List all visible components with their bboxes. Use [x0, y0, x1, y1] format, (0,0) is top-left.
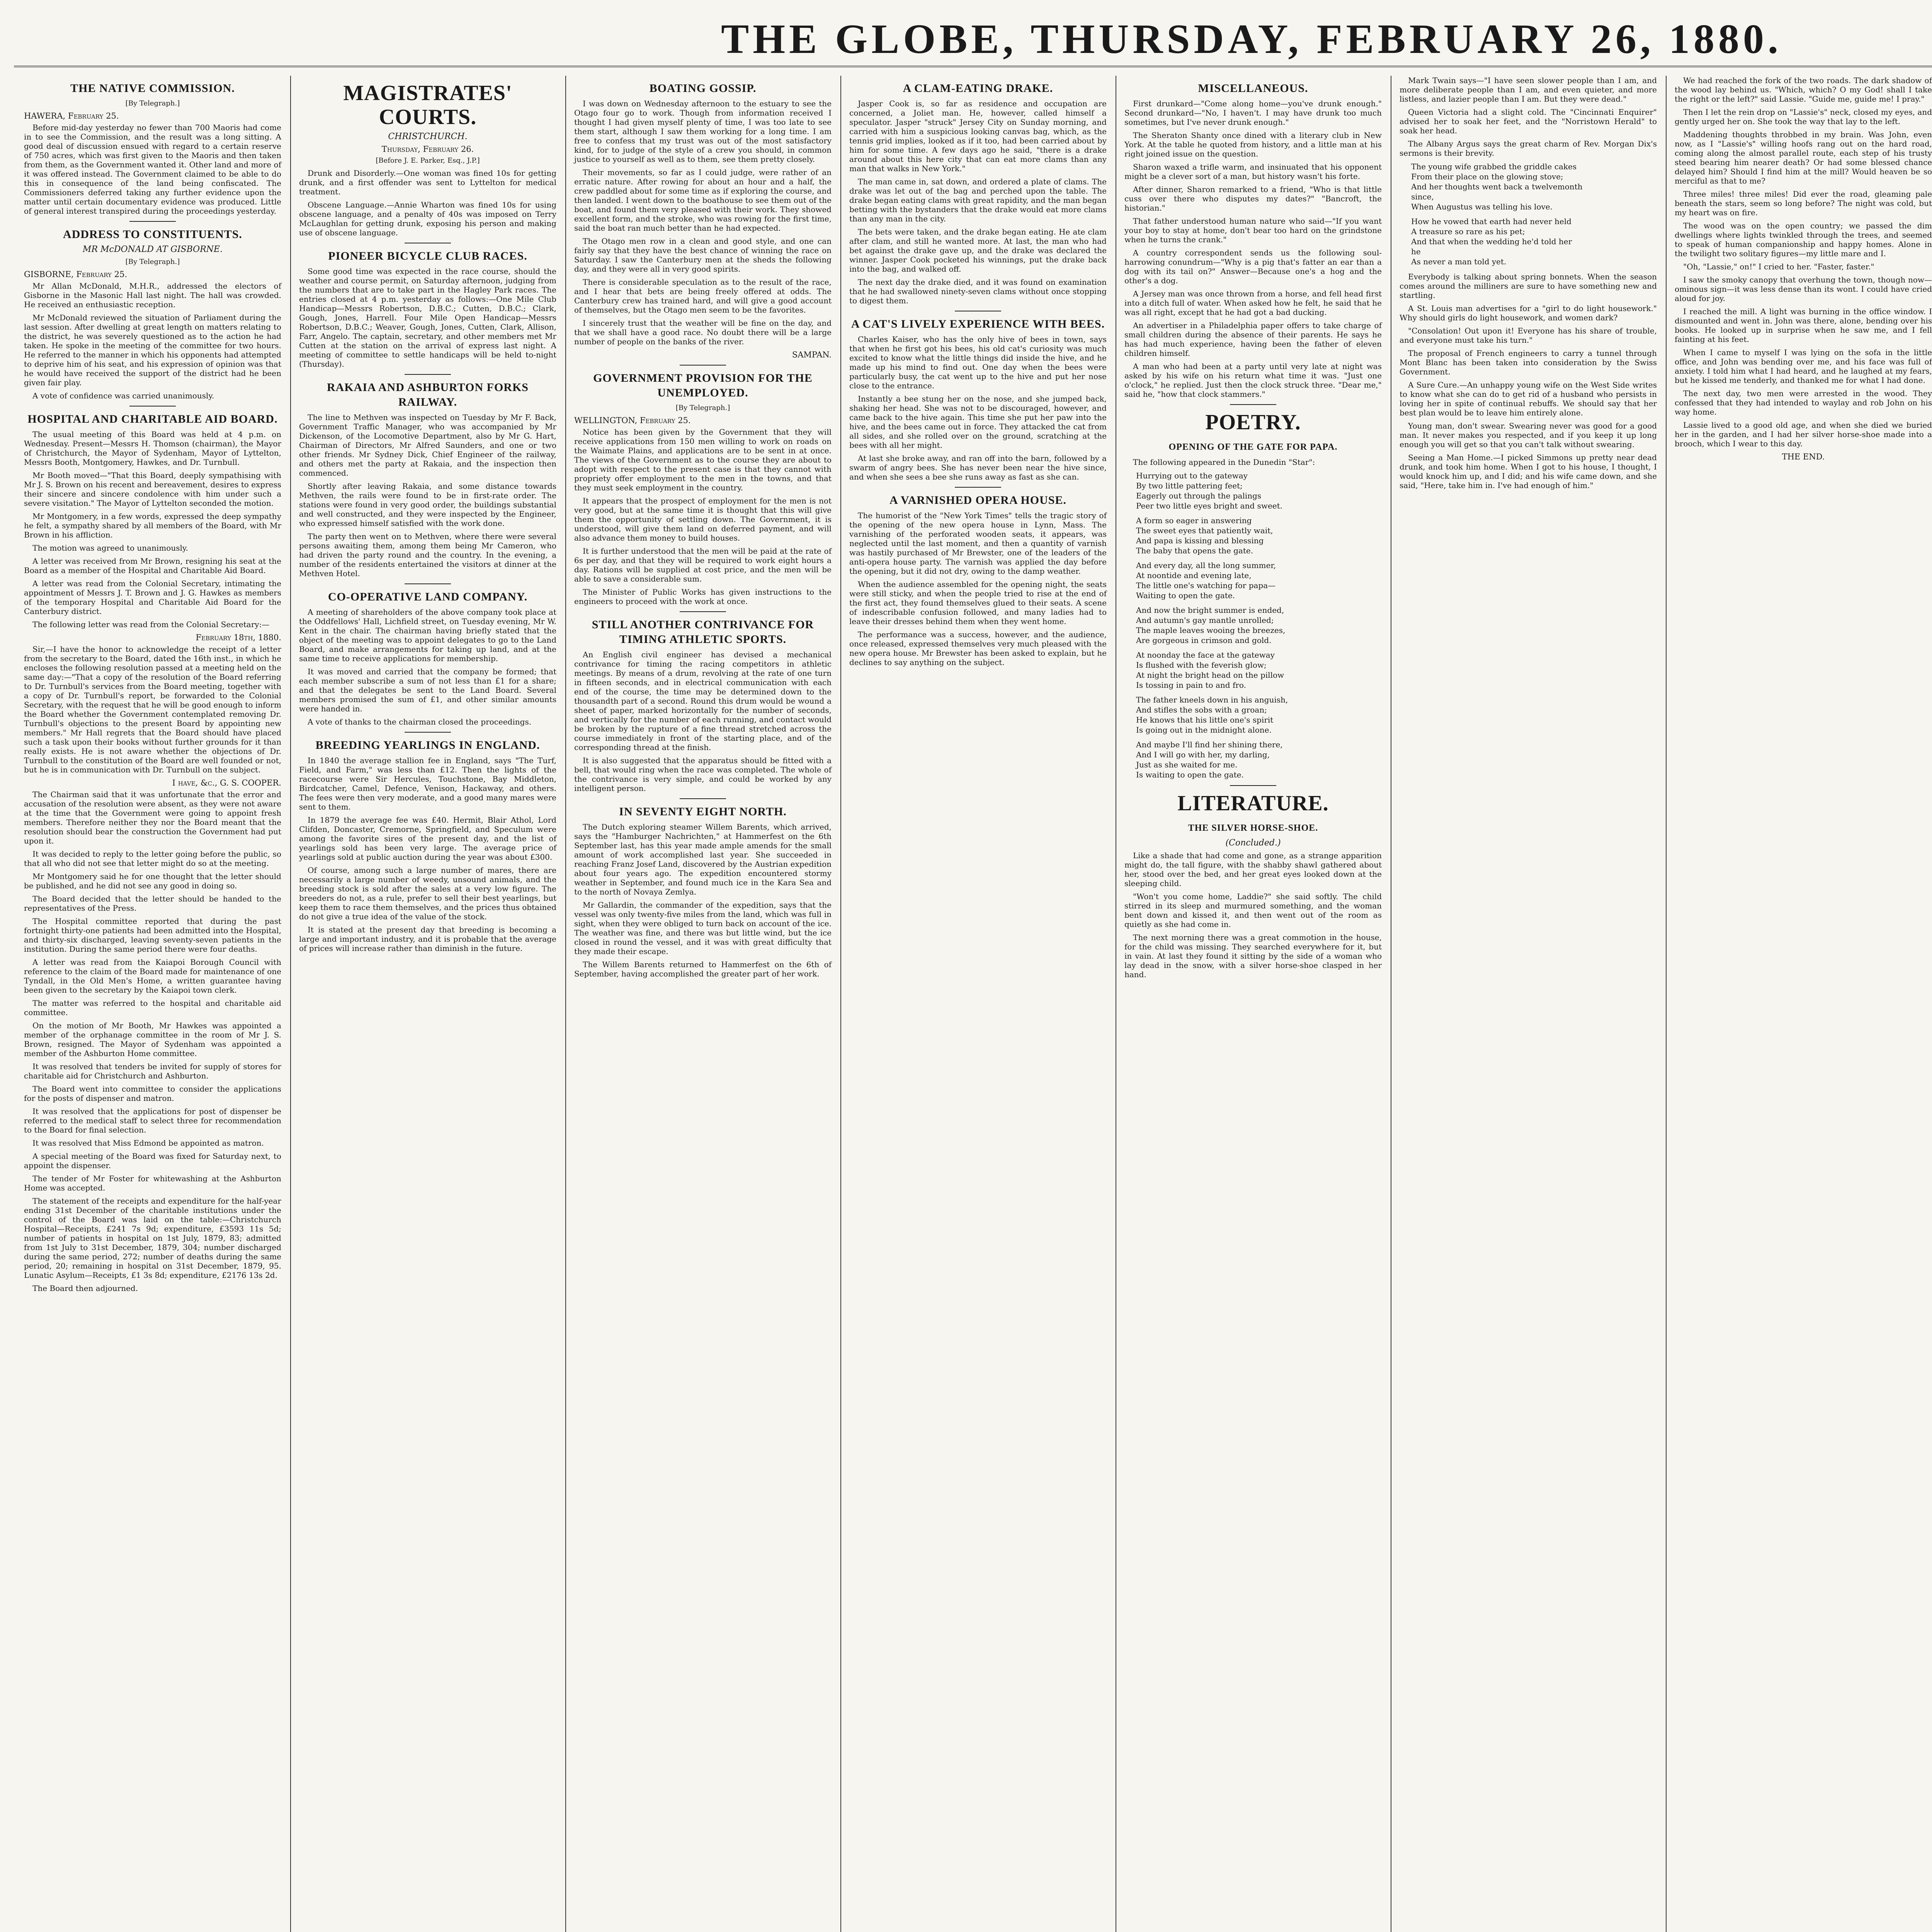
article-paragraph: The next morning there was a great commotion in the house, for the child was missing. They searched everywhere for it, but in vain. At last they found it sitting by the side of a woman who lay dead in the snow, with a silver horse-shoe clasped in her hand.: [1124, 933, 1382, 979]
article-paragraph: Charles Kaiser, who has the only hive of bees in town, says that when he first got his bees, his old cat's curiosity was much excited to know what the little things did inside the hive, and he made up his mind to find out. One day when the bees were particularly busy, the cat went up to the hive and put her nose close to the entrance.: [849, 335, 1107, 390]
article-paragraph: That father understood human nature who said—"If you want your boy to stay at home, don't bear too hard on the grindstone when he turns the crank.": [1124, 216, 1382, 244]
article-paragraph: A country correspondent sends us the following soul-harrowing conundrum—"Why is a pig that's fatter an ear than a dog with its tail on?" Answer—Because one's a hog and the other's a dog.: [1124, 248, 1382, 285]
article-heading: A VARNISHED OPERA HOUSE.: [889, 494, 1066, 507]
article-paragraph: The bets were taken, and the drake began eating. He ate clam after clam, and still he wanted more. At last, the man who had bet against the drake gave up, and the drake was declared the winner. Jasper Cook pocketed his winnings, put the drake back into the bag, and walked off.: [849, 227, 1107, 274]
poem-line: And autumn's gay mantle unrolled;: [1136, 616, 1274, 625]
poem-line: Just as she waited for me.: [1136, 760, 1238, 769]
article-paragraph: The Dutch exploring steamer Willem Barents, which arrived, says the "Hamburger Nachrichten," at Hammerfest on the 6th September last, has this year made ample amends for the small amount of work accomplished last year. She succeeded in reaching Franz Josef Land, discovered by the Austrian expedition about four years ago. The expedition encountered stormy weather in September, and found much ice in the Kara Sea and to the north of Novaya Zemlya.: [574, 822, 832, 896]
poem-line: And now the bright summer is ended,: [1136, 605, 1284, 615]
byline: [By Telegraph.]: [125, 99, 180, 107]
article-paragraph: A Sure Cure.—An unhappy young wife on the West Side writes to know what she can do to get rid of a husband who persists in loving her in spite of continual rebuffs. We should say that her best plan would be to leave him entirely alone.: [1400, 380, 1657, 417]
article-heading: A CAT'S LIVELY EXPERIENCE WITH BEES.: [851, 318, 1105, 330]
article-paragraph: The Albany Argus says the great charm of Rev. Morgan Dix's sermons is their brevity.: [1400, 139, 1657, 158]
poem-line: And stifles the sobs with a groan;: [1136, 705, 1267, 714]
dateline: GISBORNE, February 25.: [24, 270, 128, 279]
article-heading: RAKAIA AND ASHBURTON FORKS RAILWAY.: [327, 381, 529, 408]
signoff: THE END.: [1782, 452, 1825, 461]
article-paragraph: It appears that the prospect of employment for the men is not very good, but at the same time it is thought that this will give them the opportunity of settling down. The Government, it is understood, will give them land on deferred payment, and will also advance them money to build houses.: [574, 496, 832, 543]
column-2: [294, 76, 562, 1932]
article-paragraph: First drunkard—"Come along home—you've drunk enough." Second drunkard—"No, I haven't. I may have drunk too much sometimes, but I've never drunk enough.": [1124, 99, 1382, 127]
article-paragraph: The Board then adjourned.: [32, 1284, 138, 1293]
article-paragraph: The next day the drake died, and it was found on examination that he had swallowed ninety-seven clams without once stopping to digest them.: [849, 277, 1107, 305]
article-paragraph: The Otago men row in a clean and good style, and one can fairly say that they have the best chance of winning the race on Saturday. I saw the Canterbury men at the sheds the following day, and they were all in very good spirits.: [574, 236, 832, 274]
article-paragraph: Queen Victoria had a slight cold. The "Cincinnati Enquirer" advised her to soak her feet, and the "Norristown Herald" to soak her head.: [1400, 107, 1657, 135]
article-heading: MAGISTRATES' COURTS.: [343, 81, 512, 129]
masthead: [14, 12, 1932, 67]
article-paragraph: I saw the smoky canopy that overhung the town, though now—ominous sign—it was less dense than its wont. I could have cried aloud for joy.: [1675, 275, 1932, 303]
article-paragraph: Before mid-day yesterday no fewer than 700 Maoris had come in to see the Commission, and the result was a long sitting. A good deal of discussion ensued with regard to a certain reserve of 750 acres, which was first given to the Maoris and then taken from them, as the Government wanted it. Other land and more of it was offered instead. The Government claimed to be able to do this in consequence of the land being confiscated. The Commissioners deferred taking any further evidence upon the matter until certain documentary evidence was produced. Little of general interest transpired during the proceedings yesterday.: [24, 123, 281, 216]
article-paragraph: It is also suggested that the apparatus should be fitted with a bell, that would ring when the race was completed. The whole of the contrivance is very simple, and could be worked by any intelligent person.: [574, 756, 832, 793]
article-paragraph: It was resolved that Miss Edmond be appointed as matron.: [32, 1138, 264, 1148]
article-paragraph: The usual meeting of this Board was held at 4 p.m. on Wednesday. Present—Messrs H. Thomson (chairman), the Mayor of Christchurch, the Mayor of Sydenham, Mayor of Lyttelton, Messrs Booth, Montgomery, Hawkes, and Dr. Turnbull.: [24, 430, 281, 467]
article-paragraph: The humorist of the "New York Times" tells the tragic story of the opening of the new opera house in Lynn, Mass. The varnishing of the perforated wooden seats, it appears, was neglected until the last moment, and then a quantity of varnish was hastily purchased of Mr Brewster, one of the leaders of the anti-opera house party. The varnish was applied the day before the opening, but it did not dry, owing to the damp weather.: [849, 511, 1107, 576]
poem-line: A form so eager in answering: [1136, 516, 1252, 525]
article-paragraph: A Jersey man was once thrown from a horse, and fell head first into a ditch full of water. When asked how he felt, he said that he was all right, except that he had got a bad ducking.: [1124, 289, 1382, 317]
column-rule: [565, 76, 566, 1932]
poem-line: Waiting to open the gate.: [1136, 591, 1235, 600]
article-paragraph: A St. Louis man advertises for a "girl to do light housework." Why should girls do light housework, and women dark?: [1400, 304, 1657, 322]
article-paragraph: Everybody is talking about spring bonnets. When the season comes around the milliners are sure to have something new and startling.: [1400, 272, 1657, 300]
article-paragraph: After dinner, Sharon remarked to a friend, "Who is that little cuss over there who disputes my dates?" "Bancroft, the historian.": [1124, 185, 1382, 213]
article-paragraph: Mr Gallardin, the commander of the expedition, says that the vessel was only twenty-five miles from the land, which was full in sight, when they were obliged to turn back on account of the ice. The weather was fine, and there was but little wind, but the ice closed in round the vessel, and it was with great difficulty that they made their escape.: [574, 900, 832, 956]
column-5: [1119, 76, 1387, 1932]
article-paragraph: The proposal of French engineers to carry a tunnel through Mont Blanc has been taken into consideration by the Swiss Government.: [1400, 349, 1657, 376]
stanza-break: [1136, 556, 1382, 560]
poem-line: since,: [1411, 192, 1434, 201]
divider: [129, 221, 176, 222]
poem-line: Is flushed with the feverish glow;: [1136, 660, 1267, 670]
article-paragraph: Mr Montgomery said he for one thought that the letter should be published, and he did not see any good in doing so.: [24, 872, 281, 890]
article-paragraph: Mr McDonald reviewed the situation of Parliament during the last session. After dwelling at great length on matters relating to the district, he was severely questioned as to the action he had taken. He spoke in the meeting of the committee for two hours. He referred to the manner in which his opponents had attempted to deprive him of his seat, and his expression of opinion was that he would have received the support of the district had he been given fair play.: [24, 313, 281, 387]
article-heading: IN SEVENTY EIGHT NORTH.: [619, 805, 787, 818]
poem-line: At noonday the face at the gateway: [1136, 650, 1275, 660]
article-paragraph: Mr Booth moved—"That this Board, deeply sympathising with Mr J. S. Brown on his recent and bereavement, desires to express their sincere and sincere condolence with him under such a severe visitation." The Mayor of Lyttelton seconded the motion.: [24, 471, 281, 508]
poem-line: Eagerly out through the palings: [1136, 491, 1262, 500]
article-paragraph: In 1879 the average fee was £40. Hermit, Blair Athol, Lord Clifden, Doncaster, Cremorne, Springfield, and Speculum were among the favorite sires of the present day, and the list of yearlings sold has been very large. The average price of yearlings sold at public auction during the year was about £300.: [299, 815, 556, 862]
poem-line: And I will go with her, my darling,: [1136, 750, 1270, 759]
dateline: HAWERA, February 25.: [24, 111, 119, 121]
article-paragraph: The Minister of Public Works has given instructions to the engineers to proceed with the work at once.: [574, 587, 832, 606]
column-6: [1394, 76, 1662, 1932]
poem-line: From their place on the glowing stove;: [1411, 172, 1563, 181]
article-paragraph: The next day, two men were arrested in the wood. They confessed that they had intended to waylay and rob John on his way home.: [1675, 389, 1932, 417]
poem-line: The sweet eyes that patiently wait,: [1136, 526, 1273, 535]
article-paragraph: I sincerely trust that the weather will be fine on the day, and that we shall have a good race. No doubt there will be a large number of people on the banks of the river.: [574, 318, 832, 346]
article-heading: BREEDING YEARLINGS IN ENGLAND.: [315, 739, 540, 752]
poem-line: When Augustus was telling his love.: [1411, 202, 1553, 211]
article-paragraph: I was down on Wednesday afternoon to the estuary to see the Otago four go to work. Though from information received I thought I had given myself plenty of time, I was too late to see them start, although I saw them working for a long time. I am free to confess that my trust was out of the most satisfactory kind, for to judge of the style of a crew you should, in common justice to yourself as well as to them, see them pretty closely.: [574, 99, 832, 164]
article-paragraph: The Board decided that the letter should be handed to the representatives of the Press.: [24, 894, 281, 913]
article-paragraph: Mr Montgomery, in a few words, expressed the deep sympathy he felt, a sympathy shared by all members of the Board, with Mr Brown in his affliction.: [24, 512, 281, 539]
article-paragraph: An English civil engineer has devised a mechanical contrivance for timing the racing competitors in athletic meetings. By means of a drum, revolving at the rate of one turn in fifteen seconds, and in electrical communication with each end of the course, the time may be determined down to the thousandth part of a second. Round this drum would be wound a sheet of paper, marked horizontally for the number of seconds, and vertically for the number of each running, and contact would be broken by the rupture of a fine thread stretched across the course immediately in front of the starting place, and of the corresponding thread at the finish.: [574, 650, 832, 752]
article-paragraph: Maddening thoughts throbbed in my brain. Was John, even now, as I "Lassie's" willing hoofs rang out on the hard road, coming along the almost parallel route, each step of his trusty steed bearing him nearer death? Or had some blessed chance delayed him? Should I find him at the mill? Would heaven be so merciful as that to me?: [1675, 130, 1932, 185]
poem-line: At noontide and evening late,: [1136, 571, 1252, 580]
poem-line: Is waiting to open the gate.: [1136, 770, 1244, 779]
article-paragraph: A letter was read from the Kaiapoi Borough Council with reference to the claim of the Board made for maintenance of one Tyndall, in the Old Men's Home, a written guarantee having been given to the secretary by the Kaiapoi town clerk.: [24, 957, 281, 995]
article-paragraph: "Consolation! Out upon it! Everyone has his share of trouble, and everyone must take his turn.": [1400, 326, 1657, 345]
article-paragraph: At last she broke away, and ran off into the barn, followed by a swarm of angry bees. She has never been near the hive since, and when she sees a bee she runs away as fast as she can.: [849, 454, 1107, 481]
article-paragraph: The performance was a success, however, and the audience, once released, expressed themselves very much pleased with the new opera house. Mr Brewster has been asked to explain, but he declines to say anything on the subject.: [849, 630, 1107, 667]
dateline: Thursday, February 26.: [381, 145, 474, 154]
poem-title: OPENING OF THE GATE FOR PAPA.: [1168, 442, 1338, 452]
article-paragraph: In 1840 the average stallion fee in England, says "The Turf, Field, and Farm," was less than £12. Then the lights of the racecourse were Sir Hercules, Touchstone, Bay Middleton, Birdcatcher, Camel, Defence, Venison, Hackaway, and others. The fees were then very moderate, and a good many mares were sent to them.: [299, 756, 556, 811]
poem-line: And that when the wedding he'd told her: [1411, 237, 1572, 246]
poem-line: And her thoughts went back a twelvemonth: [1411, 182, 1583, 191]
divider: [405, 732, 451, 733]
column-3: [569, 76, 837, 1932]
article-paragraph: The man came in, sat down, and ordered a plate of clams. The drake was let out of the bag and perched upon the table. The drake began eating clams with great rapidity, and the man began betting with the bystanders that the drake would eat more clams than any man in the city.: [849, 177, 1107, 223]
story-title: THE SILVER HORSE-SHOE.: [1188, 823, 1318, 833]
byline: [By Telegraph.]: [125, 258, 180, 266]
signoff: SAMPAN.: [792, 350, 832, 359]
article-paragraph: Some good time was expected in the race course, should the weather and course permit, on Saturday afternoon, judging from the numbers that are to take part in the Hagley Park races. The entries closed at 4 p.m. yesterday as follows:—One Mile Club Handicap—Messrs Robertson, D.B.C.; Cutten, D.B.C.; Clark, Gough, Jones, Harrell. Four Mile Open Handicap—Messrs Robertson, D.B.C.; Weaver, Gough, Jones, Cutten, Clark, Allison, Farr, Angelo. The captain, secretary, and other members met Mr Cutten at the station on the arrival of express last night. A meeting of committee to settle handicaps will be held to-night (Thursday).: [299, 267, 556, 369]
article-paragraph: Obscene Language.—Annie Wharton was fined 10s for using obscene language, and a penalty of 40s was imposed on Terry McLaughlan for getting drunk, exposing his person and making use of obscene language.: [299, 200, 556, 237]
article-paragraph: An advertiser in a Philadelphia paper offers to take charge of small children during the absence of their parents. He says he has had much experience, having been the father of eleven children himself.: [1124, 321, 1382, 358]
article-paragraph: "Won't you come home, Laddie?" she said softly. The child stirred in its sleep and murmured something, and the woman bent down and kissed it, and then went out of the room as quietly as she had come in.: [1124, 892, 1382, 929]
divider: [955, 487, 1001, 488]
article-paragraph: It was decided to reply to the letter going before the public, so that all who did not see that letter might do so at the meeting.: [24, 849, 281, 868]
article-paragraph: Sir,—I have the honor to acknowledge the receipt of a letter from the secretary to the Board, dated the 16th inst., in which he encloses the following resolution passed at a meeting held on the same day:—"That a copy of the resolution of the Board referring to Dr. Turnbull's services from the Board meeting, together with a copy of Dr. Turnbull's report, be forwarded to the Colonial Secretary, with the request that he will be good enough to inform the Board whether the Government contemplated removing Dr. Turnbull's objections to the present Board by appointing new members." Mr Hall regrets that the Board should have placed such a task upon their books without further grounds for it than really exists. He is not aware whether the objections of Dr. Turnbull to the constitution of the Board are well founded or not, but he is in communication with Dr. Turnbull on the subject.: [24, 645, 281, 774]
subheading: MR McDONALD AT GISBORNE.: [82, 245, 223, 254]
article-paragraph: It was resolved that tenders be invited for supply of stores for charitable aid for Christchurch and Ashburton.: [24, 1062, 281, 1080]
poem-line: The maple leaves wooing the breezes,: [1136, 626, 1286, 635]
article-heading: MISCELLANEOUS.: [1198, 82, 1308, 95]
dateline: WELLINGTON, February 25.: [574, 416, 691, 425]
article-paragraph: We had reached the fork of the two roads. The dark shadow of the wood lay behind us. "Which, which? O my God! shall I take the right or the left?" said Lassie. "Guide me, guide me! I pray.": [1675, 76, 1932, 104]
article-paragraph: There is considerable speculation as to the result of the race, and I hear that bets are being freely offered at odds. The Canterbury crew has trained hard, and will give a good account of themselves, but the Otago men seem to be the favorites.: [574, 277, 832, 315]
article-paragraph: A letter was received from Mr Brown, resigning his seat at the Board as a member of the Hospital and Charitable Aid Board.: [24, 556, 281, 575]
column-1: [19, 76, 287, 1932]
poem-line: A treasure so rare as his pet;: [1411, 227, 1525, 236]
article-paragraph: Mark Twain says—"I have seen slower people than I am, and more deliberate people than I am, and even quieter, and more listless, and lazier people than I am. But they were dead.": [1400, 76, 1657, 104]
column-7: [1669, 76, 1932, 1932]
poem-line: As never a man told yet.: [1411, 257, 1507, 266]
poem: [1124, 471, 1382, 780]
article-paragraph: It was resolved that the applications for post of dispenser be referred to the medical staff to select three for recommendation to the Board for final selection.: [24, 1107, 281, 1134]
article-heading: A CLAM-EATING DRAKE.: [903, 82, 1053, 95]
stanza-break: [1136, 645, 1382, 650]
article-paragraph: A vote of thanks to the chairman closed the proceedings.: [308, 717, 532, 726]
article-paragraph: The statement of the receipts and expenditure for the half-year ending 31st December of the charitable institutions under the control of the Board was laid on the table:—Christchurch Hospital—Receipts, £241 7s 9d; expenditure, £3593 11s 5d; number of patients in hospital on 1st July, 1879, 83; admitted from 1st July to 31st December, 1879, 304; number discharged during the same period, 272; number of deaths during the same period, 20; remaining in hospital on 31st December, 1879, 95. Lunatic Asylum—Receipts, £1 3s 8d; expenditure, £2176 13s 2d.: [24, 1196, 281, 1280]
article-paragraph: Jasper Cook is, so far as residence and occupation are concerned, a Joliet man. He, however, called himself a speculator. Jasper "struck" Jersey City on Sunday morning, and carried with him a suspicious looking canvas bag, which, as the tennis grid implies, looked as if it too, had been carried about by him for some time. A few days ago he said, "there is a drake around about this here city that can eat more clams than any man that walks in New York.": [849, 99, 1107, 173]
article-paragraph: A vote of confidence was carried unanimously.: [32, 391, 214, 400]
poem-line: The young wife grabbed the griddle cakes: [1411, 162, 1577, 171]
stanza-break: [1136, 690, 1382, 695]
article-paragraph: Instantly a bee stung her on the nose, and she jumped back, shaking her head. She was not to be discouraged, however, and came back to the hive again. This time she put her paw into the hive, and the bees came out in force. They attacked the cat from all sides, and she rolled over on the ground, scratching at the bees with all her might.: [849, 394, 1107, 450]
article-paragraph: A man who had been at a party until very late at night was asked by his wife on his return what time it was. "Just one o'clock," he replied. Just then the clock struck three. "Dear me," said he, "how that clock stammers.": [1124, 362, 1382, 399]
stanza-break: [1411, 212, 1657, 216]
article-heading: CO-OPERATIVE LAND COMPANY.: [328, 590, 528, 603]
column-4: [844, 76, 1112, 1932]
article-paragraph: Of course, among such a large number of mares, there are necessarily a large number of weedy, unsound animals, and the breeding stock is sold after the sales at a very low figure. The breeders do not, as a rule, prefer to sell their best yearlings, but keep them to race them themselves, and the prices thus obtained do not give a true idea of the value of the stock.: [299, 866, 556, 921]
section-heading: POETRY.: [1205, 410, 1301, 434]
article-paragraph: Three miles! three miles! Did ever the road, gleaming pale beneath the stars, seem so long before? The night was cold, but my heart was on fire.: [1675, 189, 1932, 217]
divider: [405, 374, 451, 375]
divider: [1230, 404, 1276, 405]
article-paragraph: I reached the mill. A light was burning in the office window. I dismounted and went in. John was there, alone, bending over his books. He looked up in surprise when he saw me, and I fell fainting at his feet.: [1675, 307, 1932, 344]
subheading: CHRISTCHURCH.: [388, 132, 468, 141]
divider: [680, 365, 726, 366]
column-rule: [840, 76, 841, 1932]
article-paragraph: Sharon waxed a trifle warm, and insinuated that his opponent might be a clever sort of a man, but history wasn't his forte.: [1124, 162, 1382, 181]
poem-line: Is tossing in pain to and fro.: [1136, 680, 1246, 690]
article-paragraph: It is further understood that the men will be paid at the rate of 6s per day, and that they will be required to work eight hours a day. Rations will be supplied at cost price, and the men will be able to save a considerable sum.: [574, 546, 832, 583]
article-paragraph: The matter was referred to the hospital and charitable aid committee.: [24, 998, 281, 1017]
letter-signoff: I have, &c., G. S. COOPER.: [172, 778, 281, 787]
poem-line: he: [1411, 247, 1421, 256]
article-heading: PIONEER BICYCLE CLUB RACES.: [328, 250, 527, 262]
poem-line: By two little pattering feet;: [1136, 481, 1243, 490]
masthead-title: THE GLOBE, THURSDAY, FEBRUARY 26, 1880.: [721, 16, 1782, 62]
article-paragraph: A meeting of shareholders of the above company took place at the Oddfellows' Hall, Lichfield street, on Tuesday evening, Mr W. Kent in the chair. The chairman having briefly stated that the object of the meeting was to appoint delegates to go to the Land Board, and make arrangements for taking up land, and at the same time to receive applications for membership.: [299, 607, 556, 663]
article-heading: ADDRESS TO CONSTITUENTS.: [63, 228, 242, 241]
article-paragraph: The party then went on to Methven, where there were several persons awaiting them, among them being Mr Cameron, who had driven the party round and the country. In the evening, a number of the residents entertained the visitors at dinner at the Methven Hotel.: [299, 532, 556, 578]
byline: [Before J. E. Parker, Esq., J.P.]: [376, 156, 480, 165]
article-paragraph: When I came to myself I was lying on the sofa in the little office, and John was bending over me, and his face was full of anxiety. I told him what I had heard, and he laughed at my fears, but he kissed me tenderly, and thanked me for what I had done.: [1675, 348, 1932, 385]
article-paragraph: It was moved and carried that the company be formed; that each member subscribe a sum of not less than £1 for a share; and that the delegates be sent to the Land Board. Several members promised the sum of £1, and other similar amounts were handed in.: [299, 667, 556, 713]
divider: [1230, 785, 1276, 786]
poem-line: Are gorgeous in crimson and gold.: [1136, 636, 1272, 645]
column-rule: [1666, 76, 1667, 1932]
article-paragraph: The Board went into committee to consider the applications for the posts of dispenser and matron.: [24, 1084, 281, 1103]
byline: [By Telegraph.]: [675, 404, 730, 412]
article-paragraph: Mr Allan McDonald, M.H.R., addressed the electors of Gisborne in the Masonic Hall last night. The hall was crowded. He received an enthusiastic reception.: [24, 281, 281, 309]
article-heading: HOSPITAL AND CHARITABLE AID BOARD.: [27, 413, 278, 425]
poem-intro: The following appeared in the Dunedin "Star":: [1133, 457, 1315, 467]
article-paragraph: Young man, don't swear. Swearing never was good for a good man. It never makes you respected, and if you keep it up long enough you will get so that you can't talk without swearing.: [1400, 421, 1657, 449]
stanza-break: [1136, 600, 1382, 605]
divider: [680, 611, 726, 612]
article-paragraph: The Chairman said that it was unfortunate that the error and accusation of the resolution were absent, as they were not aware at the time that the Government were going to appoint fresh members. Therefore neither they nor the Board meant that the resolution should bear the construction the Government had put upon it.: [24, 790, 281, 845]
poem-line: The baby that opens the gate.: [1136, 546, 1253, 555]
column-rule: [290, 76, 291, 1932]
article-paragraph: On the motion of Mr Booth, Mr Hawkes was appointed a member of the orphanage committee in the room of Mr J. S. Brown, resigned. The Mayor of Sydenham was appointed a member of the Ashburton Home committee.: [24, 1021, 281, 1058]
article-paragraph: The tender of Mr Foster for whitewashing at the Ashburton Home was accepted.: [24, 1174, 281, 1192]
article-paragraph: The motion was agreed to unanimously.: [32, 543, 188, 553]
poem-line: And papa is kissing and blessing: [1136, 536, 1264, 545]
poem-line: Is going out in the midnight alone.: [1136, 725, 1272, 735]
poem-line: And maybe I'll find her shining there,: [1136, 740, 1283, 749]
letter-date: February 18th, 1880.: [196, 633, 281, 642]
divider: [405, 583, 451, 584]
article-paragraph: The line to Methven was inspected on Tuesday by Mr F. Back, Government Traffic Manager, who was accompanied by Mr Dickenson, of the Locomotive Department, also by Mr G. Hart, Chairman of Directors, Mr Alfred Saunders, and one or two other friends. Mr Sydney Dick, Chief Engineer of the railway, and others met the party at Rakaia, and the inspection then commenced.: [299, 413, 556, 478]
article-paragraph: Seeing a Man Home.—I picked Simmons up pretty near dead drunk, and took him home. When I got to his house, I thought, I would knock him up, and I did; and his wife came down, and she said, "Here, take him in. I've had enough of him.": [1400, 453, 1657, 490]
poem: [1400, 162, 1657, 267]
article-paragraph: It is stated at the present day that breeding is becoming a large and important industry, and it is probable that the average of prices will increase rather than diminish in the future.: [299, 925, 556, 953]
article-heading: THE NATIVE COMMISSION.: [70, 82, 235, 95]
subheading: (Concluded.): [1225, 838, 1281, 848]
poem-line: Peer two little eyes bright and sweet.: [1136, 501, 1283, 510]
article-paragraph: The Willem Barents returned to Hammerfest on the 6th of September, having accomplished the greater part of her work.: [574, 960, 832, 978]
stanza-break: [1136, 511, 1382, 515]
article-paragraph: When the audience assembled for the opening night, the seats were still sticky, and when the people tried to rise at the end of the first act, they found themselves glued to their seats. A scene of indescribable confusion followed, and many ladies had to leave their dresses behind them when they went home.: [849, 580, 1107, 626]
article-paragraph: Then I let the rein drop on "Lassie's" neck, closed my eyes, and gently urged her on. She took the way that lay to the left.: [1675, 107, 1932, 126]
article-paragraph: The Sheraton Shanty once dined with a literary club in New York. At the table he quoted from history, and a little man at his right joined issue on the question.: [1124, 131, 1382, 158]
article-paragraph: Their movements, so far as I could judge, were rather of an erratic nature. After rowing for about an hour and a half, the crew paddled about for some time as if exploring the course, and then landed. I went down to the boathouse to see them out of the boat, and found them very pleased with their work. They showed excellent form, and the stroke, who was rowing for the first time, said the boat ran much better than he had expected.: [574, 168, 832, 233]
article-paragraph: Drunk and Disorderly.—One woman was fined 10s for getting drunk, and a first offender was sent to Lyttelton for medical treatment.: [299, 168, 556, 196]
article-paragraph: "Oh, "Lassie," on!" I cried to her. "Faster, faster.": [1683, 262, 1874, 271]
article-heading: GOVERNMENT PROVISION FOR THE UNEMPLOYED.: [593, 372, 813, 399]
stanza-break: [1136, 735, 1382, 740]
poem-line: Hurrying out to the gateway: [1136, 471, 1248, 480]
poem-line: And every day, all the long summer,: [1136, 561, 1276, 570]
article-paragraph: Like a shade that had come and gone, as a strange apparition might do, the tall figure, with the shabby shawl gathered about her, stood over the bed, and her great eyes looked down at the sleeping child.: [1124, 851, 1382, 888]
article-paragraph: The Hospital committee reported that during the past fortnight thirty-one patients had been admitted into the Hospital, and thirty-six discharged, leaving seventy-seven patients in the institution. During the same period there were four deaths.: [24, 917, 281, 954]
article-paragraph: The wood was on the open country; we passed the dim dwellings where lights twinkled through the trees, and seemed to speak of human companionship and happy homes. Alone in the twilight two solitary figures—my little mare and I.: [1675, 221, 1932, 258]
poem-line: He knows that his little one's spirit: [1136, 715, 1274, 724]
article-heading: BOATING GOSSIP.: [649, 82, 757, 95]
poem-line: The father kneels down in his anguish,: [1136, 695, 1288, 704]
article-paragraph: Shortly after leaving Rakaia, and some distance towards Methven, the rails were found to be in first-rate order. The stations were found in very good order, the buildings substantial and well constructed, and they were inspected by the Engineer, who expressed himself satisfied with the work done.: [299, 481, 556, 528]
poem-line: At night the bright head on the pillow: [1136, 670, 1284, 680]
article-heading: STILL ANOTHER CONTRIVANCE FOR TIMING ATHLETIC SPORTS.: [592, 618, 814, 646]
section-heading: LITERATURE.: [1177, 791, 1329, 815]
article-paragraph: Lassie lived to a good old age, and when she died we buried her in the garden, and I had her silver horse-shoe made into a brooch, which I wear to this day.: [1675, 420, 1932, 448]
article-paragraph: A letter was read from the Colonial Secretary, intimating the appointment of Messrs J. T. Brown and J. G. Hawkes as members of the temporary Hospital and Charitable Aid Board for the Canterbury district.: [24, 579, 281, 616]
article-paragraph: The following letter was read from the Colonial Secretary:—: [32, 620, 270, 629]
divider: [680, 798, 726, 799]
article-paragraph: Notice has been given by the Government that they will receive applications from 150 men willing to work on roads on the Waimate Plains, and applications are to be sent in at once. The views of the Government as to the course they are about to adopt with respect to the present case is that they cannot with propriety offer employment to the men in the towns, and that they must seek employment in the country.: [574, 427, 832, 492]
poem-line: How he vowed that earth had never held: [1411, 217, 1571, 226]
article-paragraph: A special meeting of the Board was fixed for Saturday next, to appoint the dispenser.: [24, 1151, 281, 1170]
poem-line: The little one's watching for papa—: [1136, 581, 1276, 590]
